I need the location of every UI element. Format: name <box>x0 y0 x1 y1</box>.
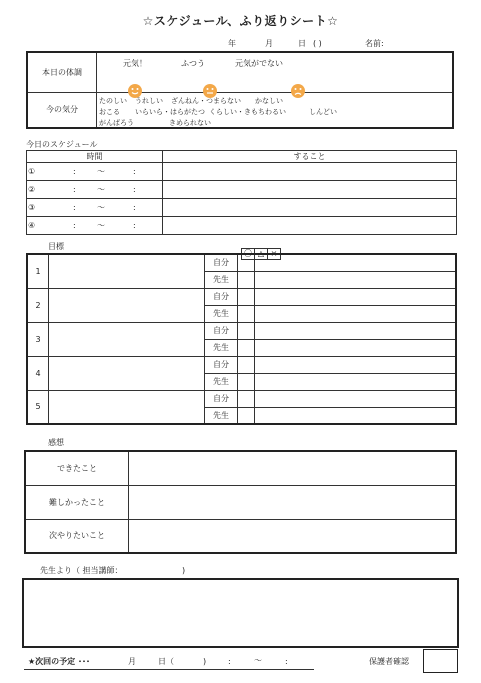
self-comment-cell[interactable] <box>255 390 457 407</box>
goals-table <box>26 253 457 425</box>
goal-number-label: 3 <box>35 334 41 344</box>
goal-number <box>27 322 49 356</box>
weekday-paren: ( ) <box>313 39 322 48</box>
self-comment-cell[interactable] <box>255 322 457 339</box>
impression-done-label: できたこと <box>57 463 97 473</box>
teacher-mark-cell[interactable] <box>238 373 255 390</box>
teacher-mark-cell[interactable] <box>238 271 255 288</box>
schedule-row-todo[interactable] <box>163 217 457 235</box>
self-label: 自分 <box>213 258 229 268</box>
page-title: ☆スケジュール、ふり返りシート☆ <box>142 14 339 28</box>
schedule-todo-header <box>163 151 457 163</box>
name-label: 名前: <box>365 39 384 48</box>
goal-text-cell[interactable] <box>49 322 205 356</box>
teacher-comment-cell[interactable] <box>255 373 457 390</box>
schedule-row-todo[interactable] <box>163 181 457 199</box>
schedule-section-label: 今日のスケジュール <box>26 140 98 149</box>
impression-done-field[interactable] <box>129 451 457 485</box>
goal-number <box>27 390 49 424</box>
schedule-row-todo[interactable] <box>163 199 457 217</box>
impression-label-cell <box>25 519 129 553</box>
goal-number-label: 5 <box>35 402 41 412</box>
schedule-row-todo[interactable] <box>163 163 457 181</box>
self-label: 自分 <box>213 394 229 403</box>
impression-label-cell <box>25 451 129 485</box>
teacher-comment-cell[interactable] <box>255 305 457 322</box>
mood-2-3[interactable]: くらしい・きもちわるい <box>209 107 286 116</box>
goal-text-cell[interactable] <box>49 254 205 288</box>
teacher-mark-cell[interactable] <box>238 305 255 322</box>
body-condition-label: 本日の体調 <box>42 67 82 77</box>
time-colon: : <box>133 167 136 176</box>
mood-2-4[interactable]: しんどい <box>309 107 337 116</box>
option-futsuu[interactable]: ふつう <box>181 59 205 68</box>
time-tilde: 〜 <box>97 185 105 194</box>
condition-options-cell[interactable] <box>97 52 454 92</box>
impressions-section-label: 感想 <box>48 438 64 447</box>
time-tilde: 〜 <box>97 221 105 230</box>
time-colon: : <box>133 203 136 212</box>
goal-number-label: 2 <box>35 300 41 310</box>
self-label: 自分 <box>213 360 229 369</box>
next-schedule-label: ★次回の予定 ･･･ <box>28 657 90 666</box>
circle-mark: 〇 <box>241 248 255 260</box>
teacher-mark-cell[interactable] <box>238 407 255 424</box>
mood-3-1[interactable]: がんばろう <box>99 118 134 127</box>
impression-next-field[interactable] <box>129 519 457 553</box>
teacher-note-label: 先生より（ 担当講師： <box>40 566 123 575</box>
teacher-label-cell <box>205 373 238 390</box>
time-colon: : <box>133 185 136 194</box>
mood-1-3[interactable]: ざんねん・つまらない <box>171 96 241 105</box>
goal-number <box>27 356 49 390</box>
self-label-cell <box>205 390 238 407</box>
schedule-time-header <box>27 151 163 163</box>
mood-2-1[interactable]: おこる <box>99 107 120 116</box>
self-label: 自分 <box>213 326 229 335</box>
schedule-row-time[interactable] <box>27 199 163 217</box>
time-header-label: 時間 <box>86 152 103 161</box>
mood-label: 今の気分 <box>46 105 78 115</box>
mood-1-1[interactable]: たのしい <box>99 96 127 105</box>
time-colon: : <box>73 203 76 212</box>
teacher-label-cell <box>205 407 238 424</box>
option-genki-denai[interactable]: 元気がでない <box>235 59 283 68</box>
mood-3-2[interactable]: きめられない <box>169 118 211 127</box>
self-mark-cell[interactable] <box>238 322 255 339</box>
goal-text-cell[interactable] <box>49 288 205 322</box>
teacher-comment-cell[interactable] <box>255 271 457 288</box>
next-month: 月 <box>128 657 136 666</box>
self-mark-cell[interactable] <box>238 254 255 271</box>
goal-number <box>27 254 49 288</box>
mood-options-cell[interactable] <box>97 92 454 128</box>
cross-mark: × <box>267 248 281 260</box>
teacher-label: 先生 <box>213 377 229 386</box>
goal-number <box>27 288 49 322</box>
self-label-cell <box>205 356 238 373</box>
teacher-label: 先生 <box>213 410 229 420</box>
impression-hard-label: 難しかったこと <box>49 497 105 507</box>
teacher-note-box[interactable] <box>22 578 459 648</box>
row-number: ③ <box>28 203 36 212</box>
impression-hard-field[interactable] <box>129 485 457 519</box>
mood-1-4[interactable]: かなしい <box>255 96 283 105</box>
self-mark-cell[interactable] <box>238 356 255 373</box>
triangle-mark: △ <box>254 248 268 260</box>
next-tilde: 〜 <box>254 656 262 665</box>
self-label-cell <box>205 288 238 305</box>
time-colon: : <box>73 221 76 230</box>
time-tilde: 〜 <box>97 203 105 212</box>
row-number: ① <box>28 167 36 176</box>
impressions-table <box>24 450 457 554</box>
mood-label-cell <box>27 92 97 128</box>
teacher-label: 先生 <box>213 275 229 284</box>
next-colon: : <box>285 657 288 666</box>
self-label-cell <box>205 322 238 339</box>
schedule-row-time[interactable] <box>27 181 163 199</box>
guardian-label: 保護者確認 <box>369 657 409 666</box>
self-mark-cell[interactable] <box>238 288 255 305</box>
next-underline <box>24 669 314 670</box>
mood-1-2[interactable]: うれしい <box>135 96 163 105</box>
todo-header-label: すること <box>293 152 326 161</box>
time-colon: : <box>133 221 136 230</box>
next-paren-close: ) <box>203 657 207 666</box>
teacher-mark-cell[interactable] <box>238 339 255 356</box>
teacher-label-cell <box>205 339 238 356</box>
self-label-cell <box>205 254 238 271</box>
condition-table <box>26 51 454 129</box>
self-comment-cell[interactable] <box>255 288 457 305</box>
mood-2-2[interactable]: いらいら・はらがたつ <box>135 107 205 116</box>
option-genki[interactable]: 元気！ <box>123 59 147 68</box>
time-colon: : <box>73 185 76 194</box>
goal-number-label: 4 <box>35 368 41 378</box>
time-tilde: 〜 <box>97 167 105 176</box>
teacher-label-cell <box>205 305 238 322</box>
year-label: 年 <box>228 39 236 48</box>
impression-next-label: 次やりたいこと <box>49 531 105 541</box>
next-colon: : <box>228 657 231 666</box>
schedule-table <box>26 150 457 235</box>
teacher-label-cell <box>205 271 238 288</box>
condition-label-cell <box>27 52 97 92</box>
schedule-row-time[interactable] <box>27 217 163 235</box>
teacher-comment-cell[interactable] <box>255 339 457 356</box>
goal-number-label: 1 <box>35 266 41 276</box>
guardian-stamp-box[interactable] <box>423 649 458 673</box>
month-label: 月 <box>265 39 273 48</box>
goal-text-cell[interactable] <box>49 356 205 390</box>
goals-section-label: 目標 <box>48 242 64 251</box>
teacher-label: 先生 <box>213 343 229 352</box>
next-day: 日（ <box>158 657 174 666</box>
teacher-note-close: ) <box>182 566 186 575</box>
row-number: ④ <box>28 221 36 230</box>
teacher-comment-cell[interactable] <box>255 407 457 424</box>
self-mark-cell[interactable] <box>238 390 255 407</box>
row-number: ② <box>28 185 36 194</box>
time-colon: : <box>73 167 76 176</box>
day-label: 日 <box>298 39 306 48</box>
self-comment-cell[interactable] <box>255 254 457 271</box>
self-label: 自分 <box>213 292 229 301</box>
teacher-label: 先生 <box>213 309 229 318</box>
schedule-row-time[interactable] <box>27 163 163 181</box>
self-comment-cell[interactable] <box>255 356 457 373</box>
goal-text-cell[interactable] <box>49 390 205 424</box>
impression-label-cell <box>25 485 129 519</box>
